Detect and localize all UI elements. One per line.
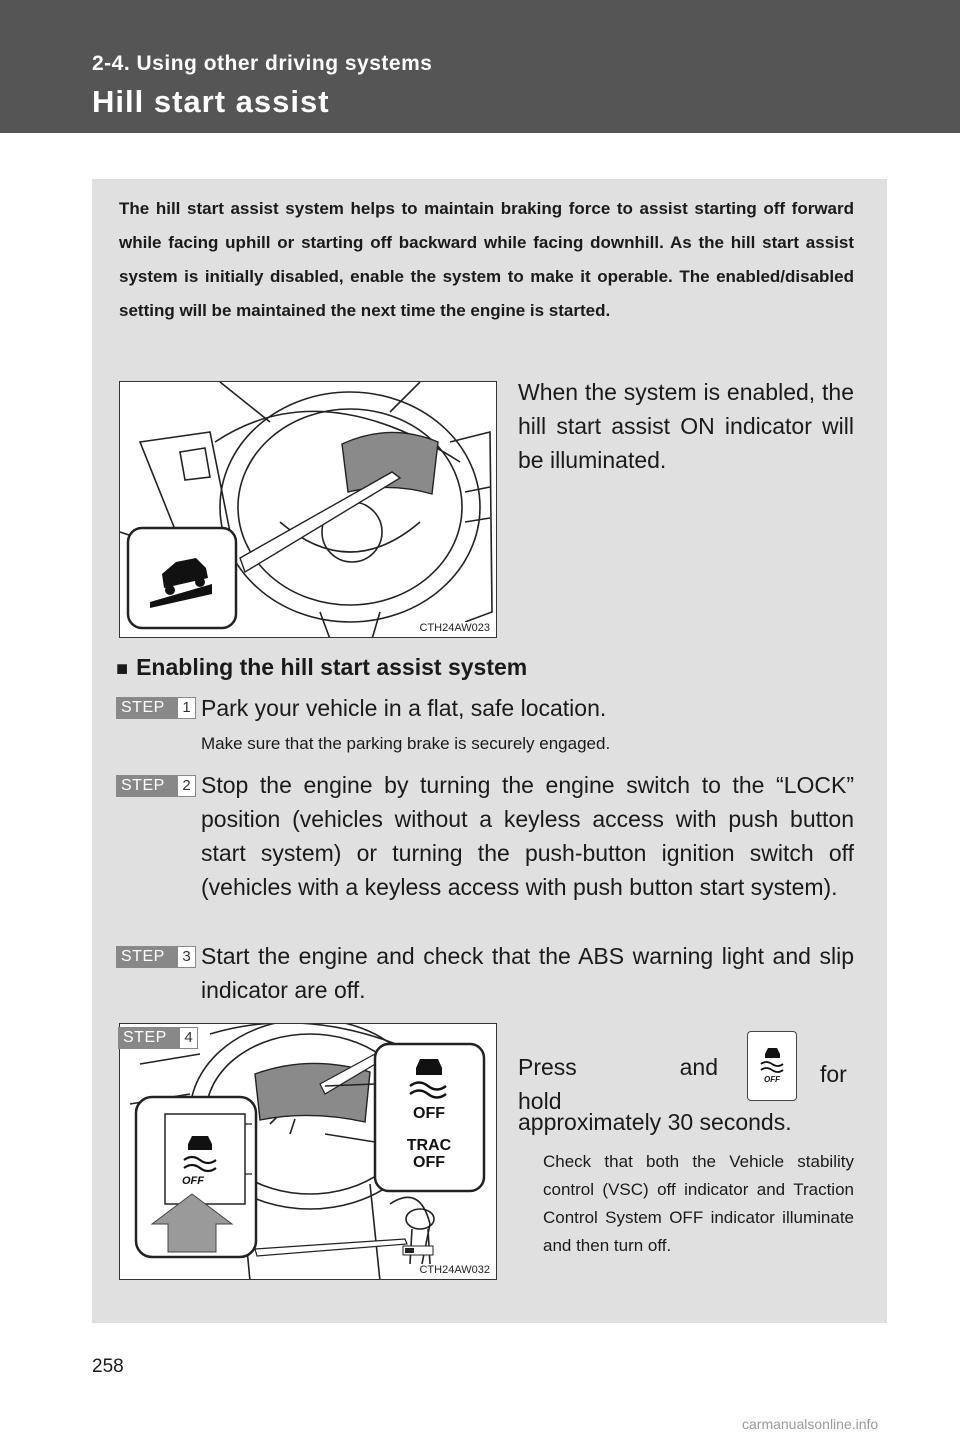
intro-paragraph: The hill start assist system helps to maintain braking force to assist starting off forward while facing uphill or starting off backward while facing downhill. As the hill start assist system is initially disabled, enable the system to make it operable. The enabled/disabled setting will be maintained the next time the engine is started. bbox=[119, 199, 854, 320]
vsc-switch-illustration bbox=[119, 1023, 497, 1280]
page-number: 258 bbox=[92, 1356, 124, 1377]
step-label: STEP bbox=[121, 699, 165, 716]
watermark: carmanualsonline.info bbox=[742, 1416, 879, 1432]
step-3-text: Start the engine and check that the ABS warning light and slip indicator are off. bbox=[201, 943, 854, 1003]
step-label: STEP bbox=[121, 777, 165, 794]
dashboard-drawing bbox=[120, 382, 497, 638]
chapter-header bbox=[0, 0, 960, 133]
dashboard-illustration bbox=[119, 381, 497, 638]
subheading bbox=[116, 654, 527, 681]
figure1-caption: When the system is enabled, the hill start assist ON indicator will be illuminated. bbox=[518, 379, 854, 473]
step-number: 3 bbox=[177, 946, 196, 968]
console-drawing bbox=[120, 1024, 497, 1280]
square-bullet-icon: ■ bbox=[116, 658, 129, 680]
step-4-note: Check that both the Vehicle stability control (VSC) off indicator and Traction Control System OFF indicator illuminate and then turn off. bbox=[543, 1152, 854, 1255]
button-off-label: OFF bbox=[764, 1075, 780, 1084]
figure-code: CTH24AW032 bbox=[419, 1264, 490, 1276]
step-4-text-after bbox=[518, 1050, 854, 1146]
step-number: 2 bbox=[177, 775, 196, 797]
step-1-badge bbox=[116, 697, 196, 719]
step-number: 4 bbox=[179, 1027, 198, 1049]
trac-off-label: OFF bbox=[413, 1154, 445, 1171]
section-label: 2-4. Using other driving systems bbox=[92, 52, 433, 75]
step-4-text-before: Press and hold bbox=[518, 1054, 718, 1114]
step-2-text: Stop the engine by turning the engine switch to the “LOCK” position (vehicles without a keyless access with push button start system) or turning the push-button ignition switch off (vehicles with a keyless access with push button start system). bbox=[201, 772, 854, 900]
figure-code: CTH24AW023 bbox=[419, 622, 490, 634]
step-number: 1 bbox=[177, 697, 196, 719]
switch-off-label: OFF bbox=[182, 1175, 204, 1187]
vsc-off-label: OFF bbox=[413, 1105, 445, 1122]
page-title: Hill start assist bbox=[92, 84, 330, 119]
step-2-badge bbox=[116, 775, 196, 797]
subheading-text: Enabling the hill start assist system bbox=[136, 654, 528, 680]
step-1-note: Make sure that the parking brake is securely engaged. bbox=[201, 734, 611, 753]
step-1-text: Park your vehicle in a flat, safe location. bbox=[201, 695, 607, 721]
step-label: STEP bbox=[123, 1029, 167, 1046]
trac-label: TRAC bbox=[406, 1137, 452, 1154]
step-3-badge bbox=[116, 946, 196, 968]
step-4-badge bbox=[118, 1027, 198, 1049]
step-4-text-after-span: for approximately 30 seconds. bbox=[518, 1061, 847, 1135]
step-label: STEP bbox=[121, 948, 165, 965]
